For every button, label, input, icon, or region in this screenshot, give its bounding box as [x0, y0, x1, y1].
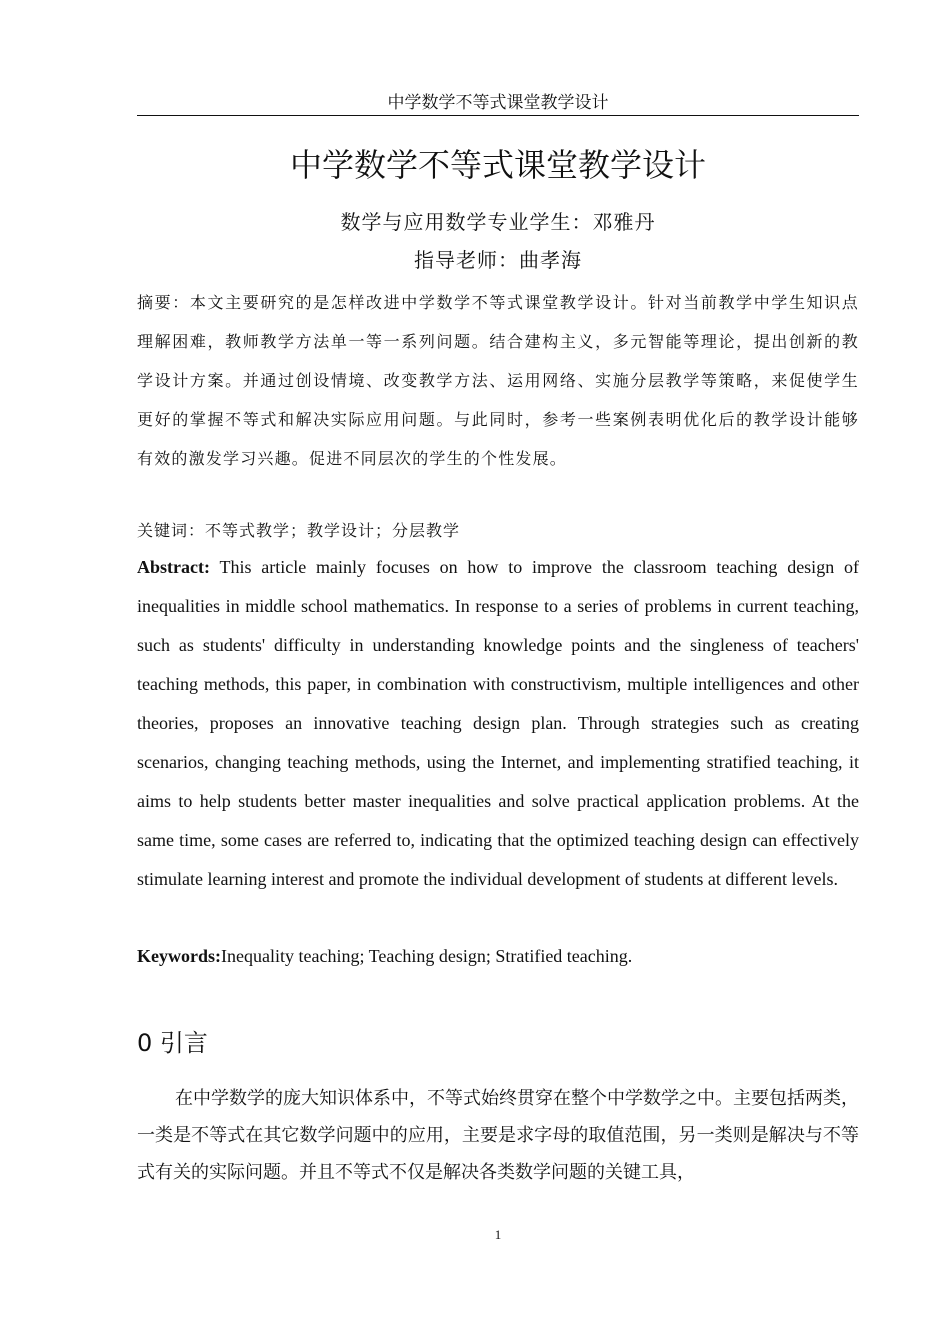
header-rule	[137, 115, 859, 116]
keywords-english	[137, 941, 859, 971]
abstract-english-text: This article mainly focuses on how to improve the classroom teaching design of inequalities in middle school mathematics. In response to a series of problems in current teaching, such as students' difficulty in understanding knowledge points and the singleness of teachers' teaching methods, this paper, in combination with constructivism, multiple intelligences and other theories, proposes an innovative teaching design plan. Through strategies such as creating scenarios, changing teaching methods, using the Internet, and implementing stratified teaching, it aims to help students better master inequalities and solve practical application problems. At the same time, some cases are referred to, indicating that the optimized teaching design can effectively stimulate learning interest and promote the individual development of students at different levels.	[137, 557, 859, 889]
section-heading-introduction: 0 引言	[137, 1029, 208, 1057]
keywords-english-label: Keywords:	[137, 946, 221, 966]
paper-page	[137, 0, 859, 1344]
keywords-english-text: Inequality teaching; Teaching design; Stratified teaching.	[221, 946, 633, 966]
intro-paragraph: 在中学数学的庞大知识体系中，不等式始终贯穿在整个中学数学之中。主要包括两类，一类是不等式在其它数学问题中的应用，主要是求字母的取值范围，另一类则是解决与不等式有关的实际问题。并且不等式不仅是解决各类数学问题的关键工具，	[137, 1088, 859, 1183]
abstract-chinese: 摘要：本文主要研究的是怎样改进中学数学不等式课堂教学设计。针对当前教学中学生知识点理解困难，教师教学方法单一等一系列问题。结合建构主义，多元智能等理论，提出创新的教学设计方案。并通过创设情境、改变教学方法、运用网络、实施分层教学等策略，来促使学生更好的掌握不等式和解决实际应用问题。与此同时，参考一些案例表明优化后的教学设计能够有效的激发学习兴趣。促进不同层次的学生的个性发展。	[137, 293, 859, 468]
page-number: 1	[494, 1227, 502, 1242]
advisor-line: 指导老师：曲孝海	[414, 248, 582, 272]
abstract-english	[137, 548, 859, 899]
keywords-chinese: 关键词：不等式教学；教学设计；分层教学	[137, 521, 461, 540]
paper-title: 中学数学不等式课堂教学设计	[289, 146, 706, 184]
running-header: 中学数学不等式课堂教学设计	[387, 93, 609, 113]
author-line: 数学与应用数学专业学生：邓雅丹	[340, 210, 656, 234]
abstract-english-label: Abstract:	[137, 557, 210, 577]
